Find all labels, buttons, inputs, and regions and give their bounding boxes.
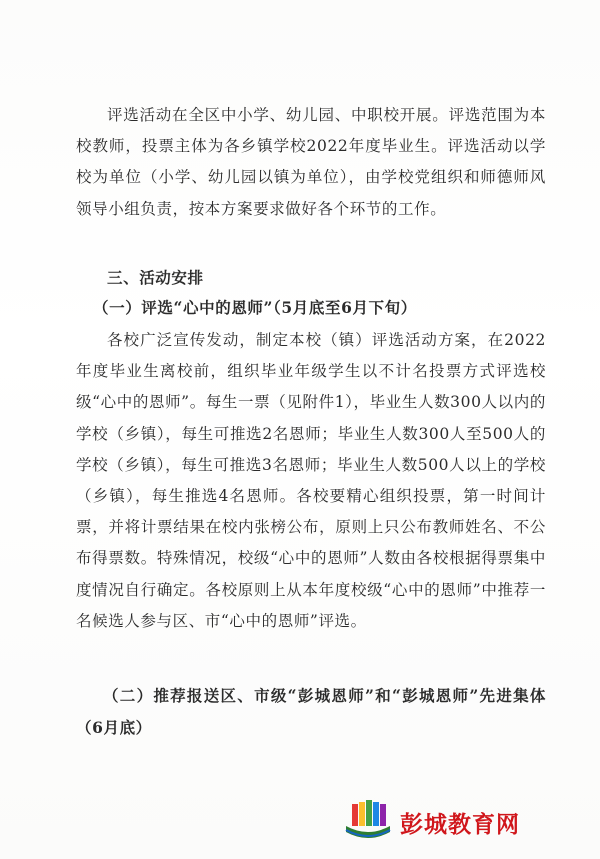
subheading-one: （一）评选“心中的恩师”（5月底至6月下旬） [93,298,417,317]
subheading-two: （二）推荐报送区、市级“彭城恩师”和“彭城恩师”先进集体（6月底） [76,686,546,737]
book-logo-icon [344,800,392,844]
site-watermark [344,800,520,844]
watermark-text: 彭城教育网 [400,811,520,838]
section-heading: 三、活动安排 [107,268,204,287]
intro-paragraph: 评选活动在全区中小学、幼儿园、中职校开展。评选范围为本校教师，投票主体为各乡镇学校2022年度毕业生。评选活动以学校为单位（小学、幼儿园以镇为单位），由学校党组织和师德师风领导小组负责，按本方案要求做好各个环节的工作。 [76,106,546,218]
activity-paragraph: 各校广泛宣传发动，制定本校（镇）评选活动方案，在2022年度毕业生离校前，组织毕业年级学生以不计名投票方式评选校级“心中的恩师”。每生一票（见附件1），毕业生人数300人以内的学校（乡镇），每生可推选2名恩师；毕业生人数300人至500人的学校（乡镇），每生可推选3名恩师；毕业生人数500人以上的学校（乡镇），每生推选4名恩师。各校要精心组织投票，第一时间计票，并将计票结果在校内张榜公布，原则上只公布教师姓名、不公布得票数。特殊情况，校级“心中的恩师”人数由各校根据得票集中度情况自行确定。各校原则上从本年度校级“心中的恩师”中推荐一名候选人参与区、市“心中的恩师”评选。 [76,331,546,630]
